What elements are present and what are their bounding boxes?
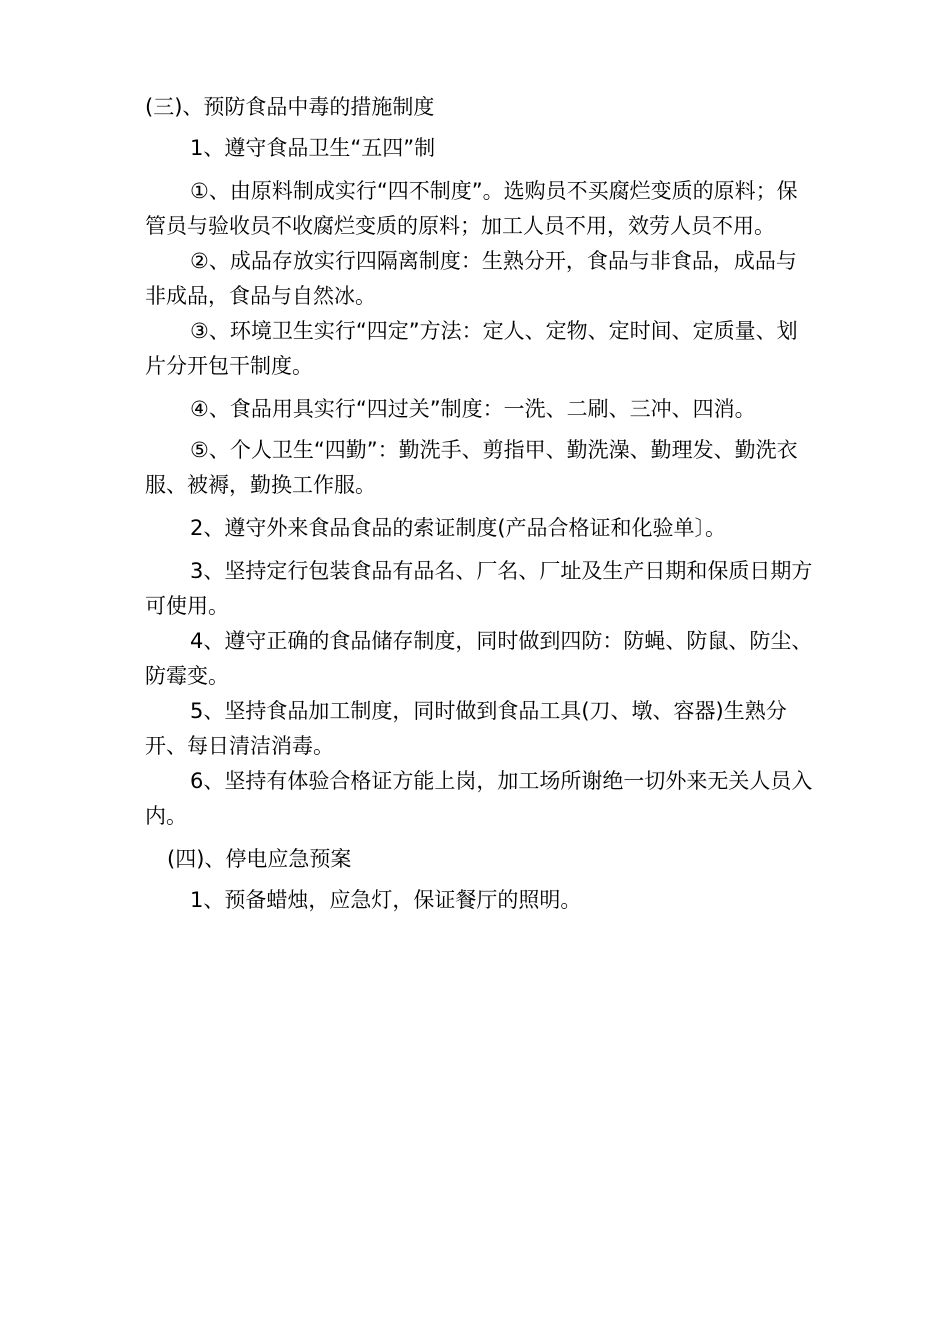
paragraph: 2、遵守外来食品食品的索证制度(产品合格证和化验单〕。	[190, 516, 727, 540]
paragraph: ③、环境卫生实行“四定”方法：定人、定物、定时间、定质量、划片分开包干制度。	[145, 319, 798, 378]
paragraph: ④、食品用具实行“四过关”制度：一洗、二刷、三冲、四消。	[190, 397, 756, 421]
paragraph: 4、遵守正确的食品储存制度，同时做到四防：防蝇、防鼠、防尘、防霉变。	[145, 629, 813, 688]
paragraph: 3、坚持定行包装食品有品名、厂名、厂址及生产日期和保质日期方可使用。	[145, 559, 813, 618]
paragraph: 1、预备蜡烛，应急灯，保证餐厅的照明。	[190, 888, 582, 912]
document-body	[145, 90, 815, 918]
paragraph: 5、坚持食品加工制度，同时做到食品工具(刀、墩、容器)生熟分开、每日清洁消毒。	[145, 699, 787, 758]
section-heading: (三)、预防食品中毒的措施制度	[145, 95, 435, 119]
paragraph: ②、成品存放实行四隔离制度：生熟分开，食品与非食品，成品与非成品，食品与自然冰。	[145, 249, 797, 308]
paragraph: ⑤、个人卫生“四勤”：勤洗手、剪指甲、勤洗澡、勤理发、勤洗衣服、被褥，勤换工作服。	[145, 438, 798, 497]
section-heading: (四)、停电应急预案	[167, 847, 352, 871]
paragraph: 1、遵守食品卫生“五四”制	[190, 136, 436, 160]
paragraph: 6、坚持有体验合格证方能上岗，加工场所谢绝一切外来无关人员入内。	[145, 769, 813, 828]
paragraph: ①、由原料制成实行“四不制度”。选购员不买腐烂变质的原料；保管员与验收员不收腐烂变质的原料；加工人员不用，效劳人员不用。	[145, 179, 798, 238]
